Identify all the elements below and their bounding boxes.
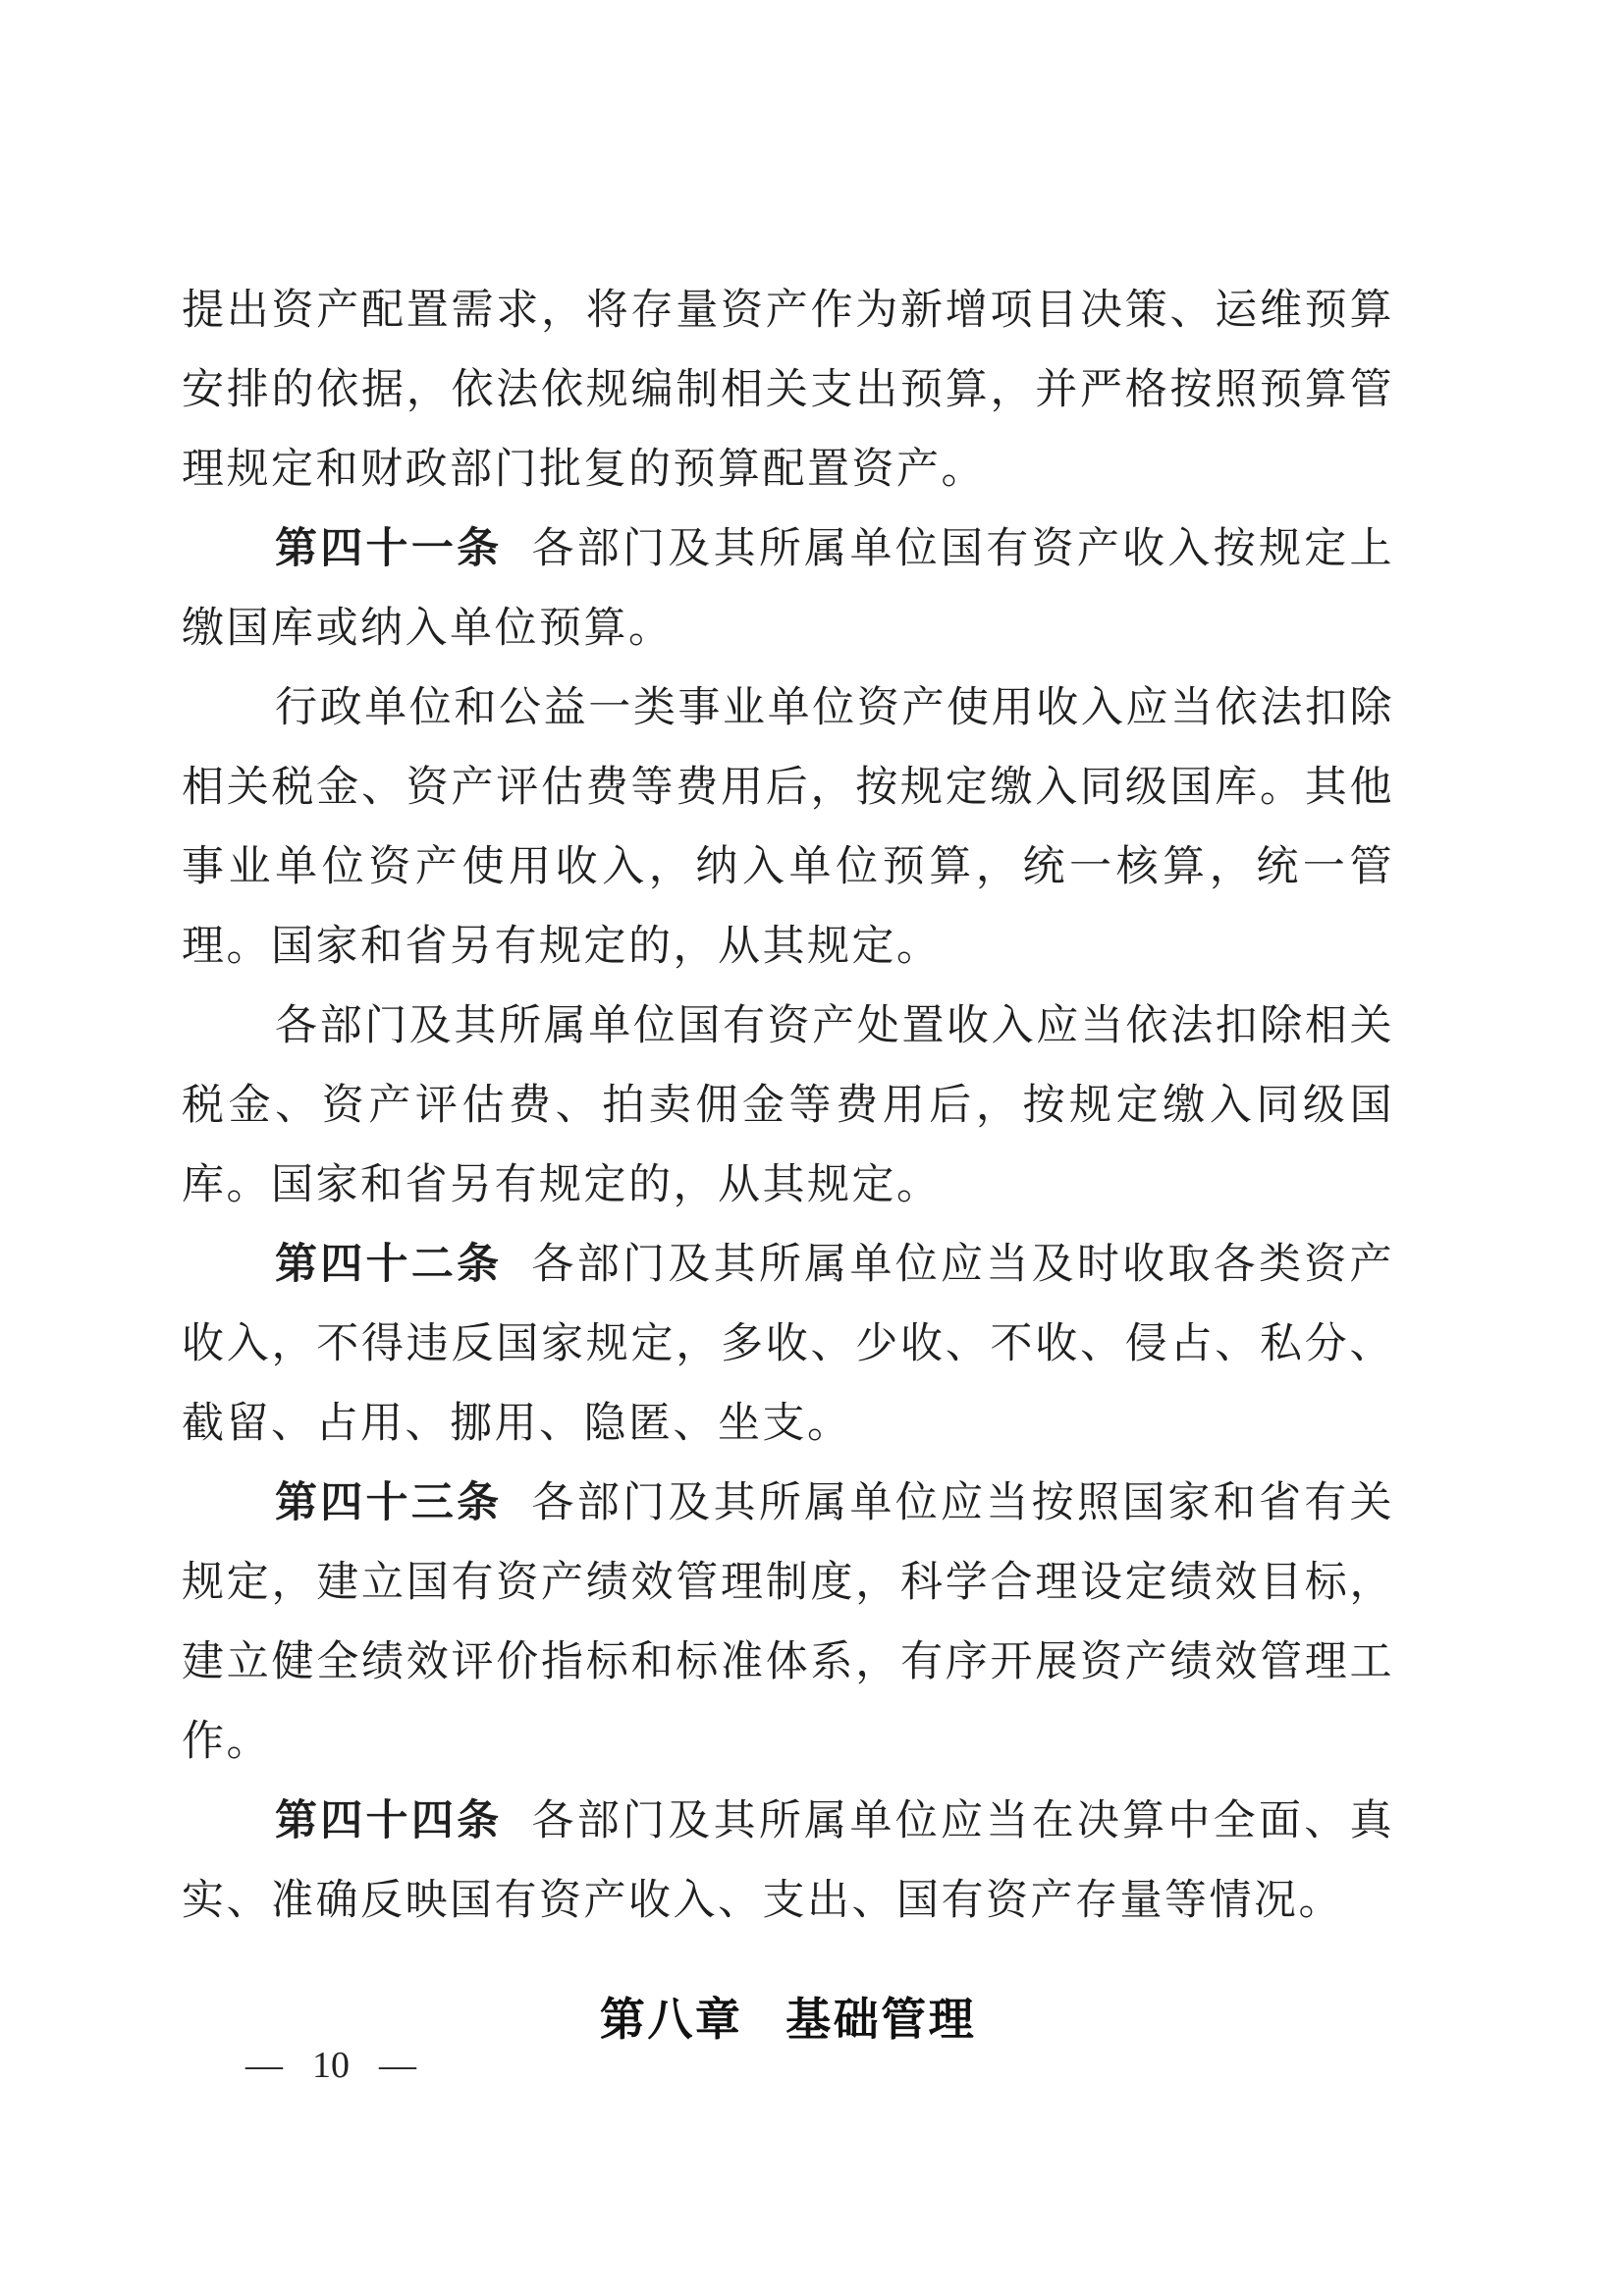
paragraph-text: 各部门及其所属单位国有资产处置收入应当依法扣除相关税金、资产评估费、拍卖佣金等费用后，按规定缴入同级国库。国家和省另有规定的，从其规定。 [182, 1003, 1394, 1208]
paragraph-text: 各部门及其所属单位应当及时收取各类资产收入，不得违反国家规定，多收、少收、不收、侵占、私分、截留、占用、挪用、隐匿、坐支。 [182, 1242, 1395, 1447]
paragraph-text: 行政单位和公益一类事业单位资产使用收入应当依法扣除相关税金、资产评估费等费用后，按规定缴入同级国库。其他事业单位资产使用收入，纳入单位预算，统一核算，统一管理。国家和省另有规定的，从其规定。 [182, 685, 1394, 970]
chapter-title: 基础管理 [785, 1994, 977, 2045]
article-number: 第四十四条 [275, 1797, 503, 1844]
footer-dash-right: — [379, 2045, 416, 2086]
paragraph-text: 提出资产配置需求，将存量资产作为新增项目决策、运维预算安排的依据，依法依规编制相关支出预算，并严格按照预算管理规定和财政部门批复的预算配置资产。 [182, 288, 1394, 493]
page-number: 10 [312, 2045, 350, 2086]
paragraph [182, 668, 1394, 987]
paragraph [182, 1464, 1394, 1782]
paragraph [182, 509, 1394, 668]
document-body [182, 271, 1394, 2059]
chapter-number: 第八章 [599, 1994, 743, 2045]
paragraph-text: 各部门及其所属单位国有资产收入按规定上缴国库或纳入单位预算。 [182, 526, 1395, 652]
article-number: 第四十三条 [275, 1479, 503, 1526]
footer-dash-left: — [245, 2045, 283, 2086]
paragraph-text: 各部门及其所属单位应当在决算中全面、真实、准确反映国有资产收入、支出、国有资产存量等情况。 [182, 1798, 1395, 1924]
page-footer [245, 2042, 416, 2089]
paragraph [182, 987, 1394, 1225]
article-number: 第四十一条 [275, 525, 503, 572]
paragraph [182, 1782, 1394, 1941]
paragraph [182, 271, 1394, 509]
paragraph-text: 各部门及其所属单位应当按照国家和省有关规定，建立国有资产绩效管理制度，科学合理设定绩效目标，建立健全绩效评价指标和标准体系，有序开展资产绩效管理工作。 [182, 1480, 1395, 1765]
paragraph [182, 1225, 1394, 1464]
article-number: 第四十二条 [275, 1241, 503, 1288]
